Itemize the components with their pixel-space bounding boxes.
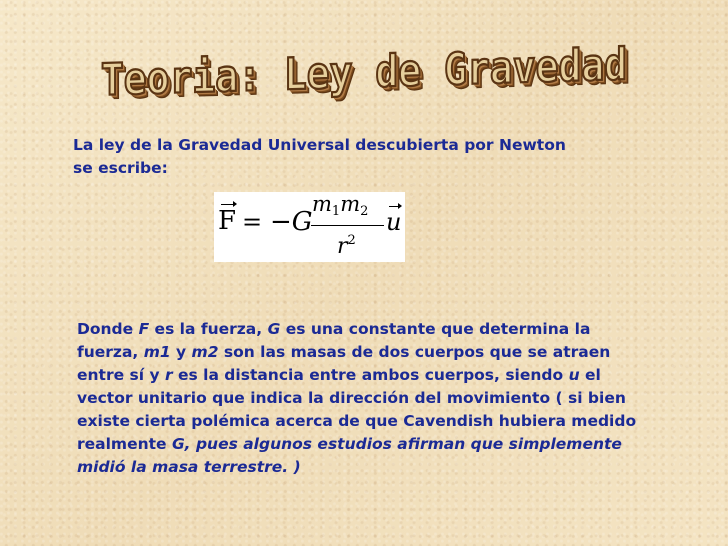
symbol-u: u (568, 366, 580, 384)
intro-line-2: se escribe: (73, 159, 168, 177)
formula-equals: = (242, 208, 263, 236)
intro-line-1: La ley de la Gravedad Universal descubierta por Newton (73, 136, 566, 154)
gravity-formula-image (214, 192, 405, 262)
symbol-g: G (267, 320, 281, 338)
explanation-italic-tail: G, pues algunos estudios afirman que simplemente midió la masa terrestre. ) (77, 435, 622, 476)
formula-fraction-bar (311, 225, 384, 226)
formula-unit-vector: u (386, 208, 402, 236)
slide-title: Teoria: Ley de Gravedad (100, 38, 628, 106)
explanation-text: Donde F es la fuerza, G es una constante que determina la fuerza, m1 y m2 son las masas de dos cuerpos que se atraen entre sí y r es la distancia entre ambos cuerpos, siendo u el vector unitario que indica la dirección del movimiento ( si bien existe cierta polémica acerca de que Cavendish hubiera medido realmente G, pues algunos estudios afirman que simplemente midió la masa terrestre. ) (77, 320, 637, 476)
symbol-r: r (164, 366, 173, 384)
formula-numerator: $m_1m_2$ (312, 192, 369, 219)
symbol-m2: m2 (191, 343, 219, 361)
formula-force-vector: F (218, 206, 237, 236)
intro-text (73, 134, 663, 180)
formula-minus-g: −G (270, 207, 313, 237)
symbol-f: F (138, 320, 150, 338)
symbol-m1: m1 (143, 343, 171, 361)
formula-denominator: $r^2$ (337, 233, 356, 259)
